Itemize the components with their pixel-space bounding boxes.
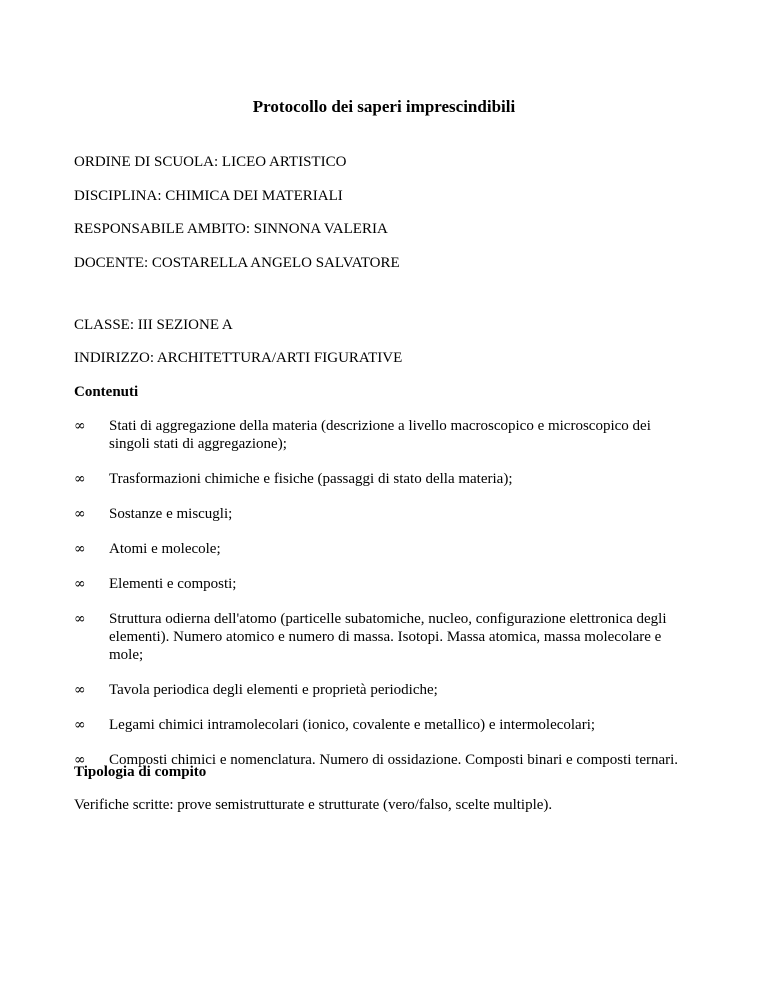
list-item — [74, 417, 694, 453]
contenuti-list — [74, 417, 694, 786]
list-item — [74, 470, 694, 488]
field-classe: CLASSE: III SEZIONE A — [74, 317, 233, 333]
list-item-text: Tavola periodica degli elementi e proprietà periodiche; — [109, 682, 438, 698]
list-item — [74, 610, 694, 664]
list-item-text: Composti chimici e nomenclatura. Numero di ossidazione. Composti binari e composti ternari. — [109, 752, 679, 768]
list-item — [74, 540, 694, 558]
infinity-bullet-icon: ∞ — [74, 506, 86, 522]
tipologia-text: Verifiche scritte: prove semistrutturate e strutturate (vero/falso, scelte multiple). — [74, 797, 553, 813]
list-item-text: Sostanze e miscugli; — [109, 506, 233, 522]
list-item-text: Trasformazioni chimiche e fisiche (passaggi di stato della materia); — [109, 471, 513, 487]
infinity-bullet-icon: ∞ — [74, 752, 86, 768]
infinity-bullet-icon: ∞ — [74, 717, 86, 733]
list-item-text: Stati di aggregazione della materia (descrizione a livello macroscopico e microscopico dei singoli stati di aggregazione); — [109, 418, 651, 452]
infinity-bullet-icon: ∞ — [74, 611, 86, 627]
field-docente: DOCENTE: COSTARELLA ANGELO SALVATORE — [74, 255, 400, 271]
contenuti-heading: Contenuti — [74, 384, 139, 400]
list-item — [74, 575, 694, 593]
field-ordine-di-scuola: ORDINE DI SCUOLA: LICEO ARTISTICO — [74, 154, 347, 170]
list-item-text: Struttura odierna dell'atomo (particelle subatomiche, nucleo, configurazione elettronica degli elementi). Numero atomico e numero di massa. Isotopi. Massa atomica, massa molecolare e mole; — [109, 611, 667, 663]
list-item-text: Legami chimici intramolecolari (ionico, covalente e metallico) e intermolecolari; — [109, 717, 596, 733]
list-item-text: Atomi e molecole; — [109, 541, 221, 557]
infinity-bullet-icon: ∞ — [74, 471, 86, 487]
list-item — [74, 505, 694, 523]
infinity-bullet-icon: ∞ — [74, 418, 86, 434]
infinity-bullet-icon: ∞ — [74, 682, 86, 698]
list-item — [74, 681, 694, 699]
field-indirizzo: INDIRIZZO: ARCHITETTURA/ARTI FIGURATIVE — [74, 350, 403, 366]
field-disciplina: DISCIPLINA: CHIMICA DEI MATERIALI — [74, 188, 343, 204]
list-item — [74, 716, 694, 734]
document-title: Protocollo dei saperi imprescindibili — [252, 97, 516, 116]
infinity-bullet-icon: ∞ — [74, 541, 86, 557]
list-item-text: Elementi e composti; — [109, 576, 237, 592]
tipologia-heading: Tipologia di compito — [74, 764, 207, 780]
infinity-bullet-icon: ∞ — [74, 576, 86, 592]
field-responsabile-ambito: RESPONSABILE AMBITO: SINNONA VALERIA — [74, 221, 388, 237]
